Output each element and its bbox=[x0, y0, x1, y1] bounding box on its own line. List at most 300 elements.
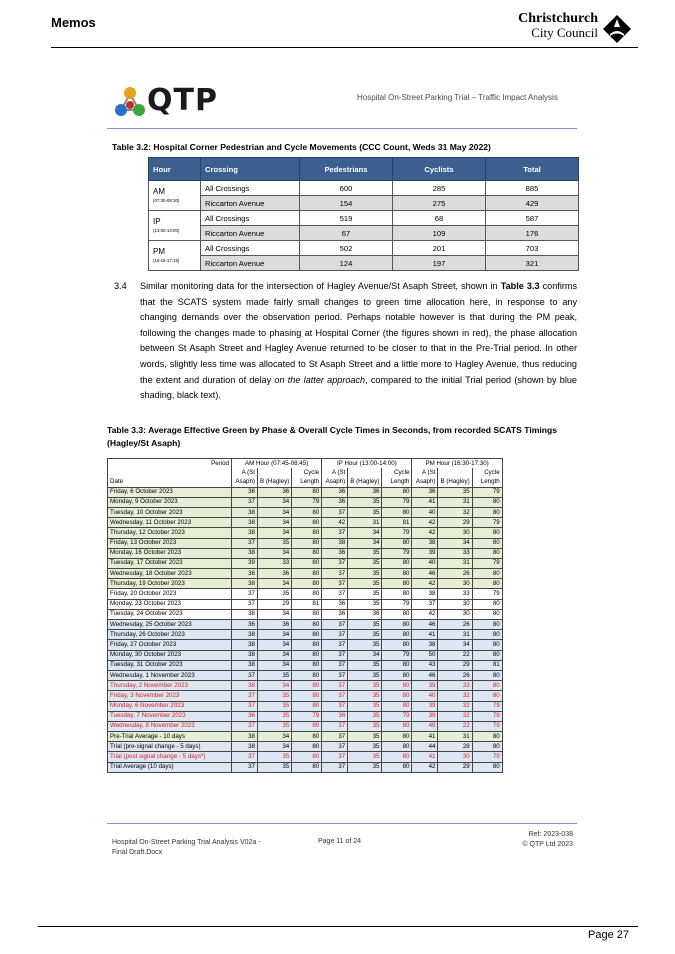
table-row bbox=[108, 569, 503, 579]
cycle-length-cell: 80 bbox=[292, 670, 322, 680]
cycle-length-cell: 80 bbox=[382, 742, 412, 752]
table-row bbox=[108, 579, 503, 589]
green-a-cell: 37 bbox=[322, 640, 348, 650]
pedestrians-cell: 600 bbox=[300, 181, 393, 196]
green-b-cell: 35 bbox=[348, 660, 382, 670]
total-cell: 885 bbox=[486, 181, 579, 196]
table-header-row bbox=[108, 459, 503, 469]
green-b-cell: 34 bbox=[258, 507, 292, 517]
pedestrians-cell: 67 bbox=[300, 226, 393, 241]
col-header-b bbox=[348, 468, 382, 477]
green-a-cell: 36 bbox=[322, 487, 348, 497]
total-cell: 176 bbox=[486, 226, 579, 241]
green-a-cell: 41 bbox=[412, 497, 438, 507]
council-name-line1: Christchurch bbox=[518, 11, 598, 26]
green-b-cell: 35 bbox=[348, 721, 382, 731]
col-header-b: B (Hagley) bbox=[258, 477, 292, 487]
total-cell: 429 bbox=[486, 196, 579, 211]
col-header-cycle: Cycle bbox=[292, 468, 322, 477]
date-cell: Monday, 9 October 2023 bbox=[108, 497, 232, 507]
period-cell bbox=[149, 181, 201, 211]
cycle-length-cell: 79 bbox=[472, 487, 502, 497]
table-row bbox=[108, 609, 503, 619]
green-b-cell: 34 bbox=[258, 742, 292, 752]
green-a-cell: 41 bbox=[412, 732, 438, 742]
green-b-cell: 35 bbox=[348, 732, 382, 742]
green-a-cell: 39 bbox=[412, 681, 438, 691]
green-a-cell: 37 bbox=[232, 752, 258, 762]
green-a-cell: 37 bbox=[232, 497, 258, 507]
green-a-cell: 37 bbox=[322, 732, 348, 742]
green-b-cell: 33 bbox=[438, 548, 472, 558]
green-b-cell: 30 bbox=[438, 528, 472, 538]
green-b-cell: 29 bbox=[438, 660, 472, 670]
cycle-length-cell: 80 bbox=[292, 701, 322, 711]
date-cell: Monday, 6 November 2023 bbox=[108, 701, 232, 711]
cycle-length-cell: 80 bbox=[472, 650, 502, 660]
green-a-cell: 36 bbox=[412, 487, 438, 497]
date-cell: Friday, 20 October 2023 bbox=[108, 589, 232, 599]
pedestrians-cell: 502 bbox=[300, 241, 393, 256]
green-b-cell: 35 bbox=[348, 640, 382, 650]
date-cell: Pre-Trial Average - 10 days bbox=[108, 732, 232, 742]
green-b-cell: 31 bbox=[348, 518, 382, 528]
green-a-cell: 37 bbox=[322, 721, 348, 731]
table-row bbox=[108, 670, 503, 680]
table-row bbox=[108, 681, 503, 691]
date-cell: Wednesday, 1 November 2023 bbox=[108, 670, 232, 680]
green-b-cell: 35 bbox=[348, 558, 382, 568]
cycle-length-cell: 80 bbox=[292, 650, 322, 660]
cycle-length-cell: 80 bbox=[472, 507, 502, 517]
qtp-molecule-icon bbox=[113, 85, 147, 119]
qtp-logo bbox=[113, 85, 243, 121]
cycle-length-cell: 79 bbox=[472, 518, 502, 528]
cycle-length-cell: 80 bbox=[292, 752, 322, 762]
paragraph-text: , compared to the initial Trial period (shown by blue shading, black text). bbox=[140, 374, 577, 401]
cycle-length-cell: 80 bbox=[472, 497, 502, 507]
green-b-cell: 22 bbox=[438, 650, 472, 660]
footer-filename bbox=[112, 838, 292, 858]
col-header-a: A (St bbox=[412, 468, 438, 477]
green-b-cell: 34 bbox=[258, 528, 292, 538]
green-b-cell: 35 bbox=[258, 762, 292, 772]
green-a-cell: 42 bbox=[412, 762, 438, 772]
col-header-a: Asaph) bbox=[232, 477, 258, 487]
table-row bbox=[149, 196, 579, 211]
cycle-length-cell: 80 bbox=[472, 528, 502, 538]
green-b-cell: 30 bbox=[438, 579, 472, 589]
footer-ref-line1: Ref: 2023-038 bbox=[528, 831, 573, 838]
green-b-cell: 26 bbox=[438, 620, 472, 630]
cycle-length-cell: 80 bbox=[292, 721, 322, 731]
green-a-cell: 37 bbox=[322, 558, 348, 568]
cycle-length-cell: 80 bbox=[292, 589, 322, 599]
date-cell: Wednesday, 8 November 2023 bbox=[108, 721, 232, 731]
cycle-length-cell: 81 bbox=[472, 660, 502, 670]
crossing-cell: All Crossings bbox=[201, 181, 300, 196]
date-cell: Friday, 27 October 2023 bbox=[108, 640, 232, 650]
green-a-cell: 49 bbox=[412, 721, 438, 731]
col-header-b bbox=[438, 468, 472, 477]
date-cell: Monday, 16 October 2023 bbox=[108, 548, 232, 558]
cycle-length-cell: 80 bbox=[382, 630, 412, 640]
footer-ref-line2: © QTP Ltd 2023 bbox=[522, 841, 573, 848]
table-row bbox=[108, 630, 503, 640]
table-row bbox=[108, 497, 503, 507]
crossing-cell: Riccarton Avenue bbox=[201, 196, 300, 211]
col-header-cycle: Cycle bbox=[382, 468, 412, 477]
green-a-cell: 38 bbox=[232, 518, 258, 528]
cycle-length-cell: 80 bbox=[292, 660, 322, 670]
green-b-cell: 30 bbox=[438, 609, 472, 619]
green-a-cell: 38 bbox=[412, 589, 438, 599]
table-3-2 bbox=[148, 157, 579, 271]
table-reference: Table 3.3 bbox=[500, 281, 540, 291]
document-footer-rule bbox=[107, 823, 577, 824]
table-row bbox=[108, 548, 503, 558]
green-a-cell: 36 bbox=[322, 497, 348, 507]
green-a-cell: 38 bbox=[232, 579, 258, 589]
cycle-length-cell: 80 bbox=[382, 721, 412, 731]
green-b-cell: 35 bbox=[348, 691, 382, 701]
green-b-cell: 36 bbox=[348, 487, 382, 497]
green-a-cell: 37 bbox=[412, 599, 438, 609]
cycle-length-cell: 80 bbox=[382, 538, 412, 548]
date-cell: Monday, 23 October 2023 bbox=[108, 599, 232, 609]
cyclists-cell: 68 bbox=[393, 211, 486, 226]
date-cell: Trial Average (10 days) bbox=[108, 762, 232, 772]
green-a-cell: 36 bbox=[322, 711, 348, 721]
green-a-cell: 38 bbox=[412, 640, 438, 650]
cycle-length-cell: 80 bbox=[472, 691, 502, 701]
cycle-length-cell: 79 bbox=[292, 711, 322, 721]
date-cell: Thursday, 2 November 2023 bbox=[108, 681, 232, 691]
col-header-date: Date bbox=[108, 477, 232, 487]
cycle-length-cell: 79 bbox=[472, 589, 502, 599]
table-header-row bbox=[108, 468, 503, 477]
cycle-length-cell: 80 bbox=[292, 620, 322, 630]
date-cell: Tuesday, 7 November 2023 bbox=[108, 711, 232, 721]
col-header-b: B (Hagley) bbox=[348, 477, 382, 487]
col-header-b bbox=[258, 468, 292, 477]
green-b-cell: 29 bbox=[438, 518, 472, 528]
green-a-cell: 36 bbox=[232, 487, 258, 497]
table-row bbox=[108, 620, 503, 630]
green-b-cell: 33 bbox=[438, 589, 472, 599]
period-header-am: AM Hour (07:45-08:45) bbox=[232, 459, 322, 469]
green-a-cell: 38 bbox=[232, 732, 258, 742]
table-3-3 bbox=[107, 458, 503, 773]
green-b-cell: 28 bbox=[438, 742, 472, 752]
paragraph-text: Similar monitoring data for the intersection of Hagley Avenue/St Asaph Street, shown in bbox=[140, 281, 501, 291]
period-time: (13:00-14:00) bbox=[153, 227, 180, 233]
cycle-length-cell: 80 bbox=[292, 609, 322, 619]
cycle-length-cell: 80 bbox=[292, 507, 322, 517]
cycle-length-cell: 80 bbox=[382, 487, 412, 497]
green-b-cell: 34 bbox=[258, 650, 292, 660]
cyclists-cell: 197 bbox=[393, 256, 486, 271]
green-b-cell: 35 bbox=[348, 589, 382, 599]
cycle-length-cell: 79 bbox=[382, 711, 412, 721]
green-a-cell: 37 bbox=[322, 630, 348, 640]
page-header-label: Memos bbox=[51, 15, 96, 30]
green-b-cell: 31 bbox=[438, 558, 472, 568]
green-a-cell: 37 bbox=[322, 650, 348, 660]
green-b-cell: 34 bbox=[438, 538, 472, 548]
col-header-crossing: Crossing bbox=[201, 158, 300, 181]
date-cell: Friday, 6 October 2023 bbox=[108, 487, 232, 497]
crossing-cell: All Crossings bbox=[201, 211, 300, 226]
green-a-cell: 37 bbox=[322, 528, 348, 538]
green-a-cell: 38 bbox=[232, 650, 258, 660]
table-row bbox=[108, 752, 503, 762]
cycle-length-cell: 80 bbox=[472, 609, 502, 619]
green-a-cell: 37 bbox=[322, 579, 348, 589]
table-row bbox=[108, 762, 503, 772]
date-cell: Friday, 13 October 2023 bbox=[108, 538, 232, 548]
green-a-cell: 37 bbox=[232, 701, 258, 711]
period-cell bbox=[149, 241, 201, 271]
green-a-cell: 37 bbox=[322, 507, 348, 517]
col-header-a: Asaph) bbox=[412, 477, 438, 487]
cycle-length-cell: 80 bbox=[382, 579, 412, 589]
green-a-cell: 37 bbox=[322, 569, 348, 579]
cycle-length-cell: 80 bbox=[292, 640, 322, 650]
green-b-cell: 30 bbox=[438, 599, 472, 609]
date-cell: Thursday, 26 October 2023 bbox=[108, 630, 232, 640]
footer-page-count: Page 11 of 24 bbox=[318, 838, 362, 845]
green-b-cell: 34 bbox=[348, 538, 382, 548]
green-b-cell: 30 bbox=[438, 752, 472, 762]
qtp-logo-text: QTP bbox=[147, 83, 218, 118]
green-b-cell: 29 bbox=[258, 599, 292, 609]
green-a-cell: 36 bbox=[322, 548, 348, 558]
cycle-length-cell: 80 bbox=[382, 670, 412, 680]
period-label: PM bbox=[153, 246, 165, 256]
green-a-cell: 38 bbox=[232, 548, 258, 558]
table-row bbox=[108, 701, 503, 711]
cycle-length-cell: 80 bbox=[382, 589, 412, 599]
date-cell: Wednesday, 25 October 2023 bbox=[108, 620, 232, 630]
green-b-cell: 36 bbox=[258, 569, 292, 579]
footer-filename-line2: Final Draft.Docx bbox=[112, 849, 163, 856]
cyclists-cell: 275 bbox=[393, 196, 486, 211]
table-row bbox=[108, 487, 503, 497]
green-b-cell: 35 bbox=[348, 579, 382, 589]
cycle-length-cell: 80 bbox=[382, 507, 412, 517]
col-header-cyclists: Cyclists bbox=[393, 158, 486, 181]
table-row bbox=[108, 640, 503, 650]
green-b-cell: 34 bbox=[438, 640, 472, 650]
page-number: Page 27 bbox=[588, 929, 629, 941]
cycle-length-cell: 80 bbox=[472, 762, 502, 772]
green-b-cell: 34 bbox=[258, 579, 292, 589]
green-b-cell: 32 bbox=[438, 691, 472, 701]
green-b-cell: 36 bbox=[258, 487, 292, 497]
cycle-length-cell: 79 bbox=[472, 558, 502, 568]
date-cell: Wednesday, 18 October 2023 bbox=[108, 569, 232, 579]
crossing-cell: Riccarton Avenue bbox=[201, 256, 300, 271]
green-b-cell: 22 bbox=[438, 721, 472, 731]
green-a-cell: 37 bbox=[322, 589, 348, 599]
cycle-length-cell: 79 bbox=[472, 721, 502, 731]
green-a-cell: 37 bbox=[232, 670, 258, 680]
cycle-length-cell: 80 bbox=[292, 548, 322, 558]
cycle-length-cell: 80 bbox=[472, 620, 502, 630]
table-row bbox=[149, 226, 579, 241]
cycle-length-cell: 79 bbox=[292, 497, 322, 507]
green-b-cell: 35 bbox=[348, 681, 382, 691]
green-a-cell: 40 bbox=[412, 558, 438, 568]
period-header-label: Period bbox=[108, 459, 232, 469]
green-b-cell: 32 bbox=[438, 701, 472, 711]
date-cell: Thursday, 19 October 2023 bbox=[108, 579, 232, 589]
green-a-cell: 37 bbox=[322, 620, 348, 630]
cycle-length-cell: 80 bbox=[472, 579, 502, 589]
green-b-cell: 29 bbox=[438, 762, 472, 772]
paragraph-emphasis: on the latter approach bbox=[274, 374, 366, 385]
total-cell: 321 bbox=[486, 256, 579, 271]
green-b-cell: 35 bbox=[348, 497, 382, 507]
green-a-cell: 37 bbox=[232, 691, 258, 701]
cycle-length-cell: 80 bbox=[382, 558, 412, 568]
green-b-cell: 34 bbox=[258, 732, 292, 742]
cycle-length-cell: 79 bbox=[382, 528, 412, 538]
cycle-length-cell: 80 bbox=[472, 742, 502, 752]
green-a-cell: 38 bbox=[232, 660, 258, 670]
green-b-cell: 32 bbox=[438, 711, 472, 721]
col-header-cycle: Length bbox=[382, 477, 412, 487]
cycle-length-cell: 80 bbox=[382, 569, 412, 579]
period-time: (16:15-17:15) bbox=[153, 257, 180, 263]
period-label: AM bbox=[153, 186, 165, 196]
green-a-cell: 38 bbox=[232, 742, 258, 752]
cycle-length-cell: 80 bbox=[292, 558, 322, 568]
table-header-row bbox=[108, 477, 503, 487]
cyclists-cell: 109 bbox=[393, 226, 486, 241]
council-emblem-icon bbox=[602, 14, 632, 44]
date-cell: Trial (post signal change - 5 days*) bbox=[108, 752, 232, 762]
green-b-cell: 35 bbox=[258, 711, 292, 721]
green-b-cell: 34 bbox=[258, 640, 292, 650]
green-a-cell: 40 bbox=[412, 507, 438, 517]
green-b-cell: 36 bbox=[258, 620, 292, 630]
cycle-length-cell: 80 bbox=[382, 691, 412, 701]
green-a-cell: 39 bbox=[412, 548, 438, 558]
green-b-cell: 31 bbox=[438, 497, 472, 507]
green-a-cell: 39 bbox=[412, 701, 438, 711]
green-a-cell: 36 bbox=[232, 569, 258, 579]
green-a-cell: 42 bbox=[412, 609, 438, 619]
green-b-cell: 35 bbox=[348, 752, 382, 762]
green-a-cell: 37 bbox=[322, 762, 348, 772]
green-a-cell: 38 bbox=[232, 681, 258, 691]
cycle-length-cell: 80 bbox=[292, 762, 322, 772]
paragraph-3-4 bbox=[140, 279, 577, 404]
document-header-rule bbox=[107, 128, 577, 129]
cycle-length-cell: 80 bbox=[382, 701, 412, 711]
table-row bbox=[108, 691, 503, 701]
green-a-cell: 46 bbox=[412, 620, 438, 630]
col-header-cycle: Cycle bbox=[472, 468, 502, 477]
green-a-cell: 42 bbox=[322, 518, 348, 528]
green-b-cell: 35 bbox=[348, 507, 382, 517]
green-a-cell: 46 bbox=[412, 569, 438, 579]
table-row bbox=[108, 599, 503, 609]
table-row bbox=[108, 507, 503, 517]
table-row bbox=[108, 538, 503, 548]
green-b-cell: 35 bbox=[348, 548, 382, 558]
cycle-length-cell: 80 bbox=[382, 609, 412, 619]
period-label: IP bbox=[153, 216, 161, 226]
cycle-length-cell: 79 bbox=[472, 711, 502, 721]
col-header-cycle: Length bbox=[472, 477, 502, 487]
cycle-length-cell: 80 bbox=[472, 640, 502, 650]
table-3-3-body bbox=[108, 487, 503, 772]
document-title: Hospital On-Street Parking Trial – Traffic Impact Analysis bbox=[357, 93, 558, 102]
green-b-cell: 34 bbox=[258, 681, 292, 691]
cycle-length-cell: 80 bbox=[292, 742, 322, 752]
col-header-a: A (St bbox=[322, 468, 348, 477]
green-a-cell: 42 bbox=[412, 518, 438, 528]
header-divider bbox=[51, 47, 638, 48]
cycle-length-cell: 80 bbox=[292, 579, 322, 589]
period-time: (07:30-08:30) bbox=[153, 197, 180, 203]
green-a-cell: 37 bbox=[232, 589, 258, 599]
col-header-a: Asaph) bbox=[322, 477, 348, 487]
green-b-cell: 35 bbox=[348, 670, 382, 680]
pedestrians-cell: 519 bbox=[300, 211, 393, 226]
cycle-length-cell: 80 bbox=[382, 640, 412, 650]
green-b-cell: 35 bbox=[258, 691, 292, 701]
period-header-ip: IP Hour (13:00-14:00) bbox=[322, 459, 412, 469]
pedestrians-cell: 124 bbox=[300, 256, 393, 271]
green-a-cell: 37 bbox=[322, 752, 348, 762]
green-a-cell: 36 bbox=[322, 609, 348, 619]
green-a-cell: 43 bbox=[412, 660, 438, 670]
green-b-cell: 34 bbox=[258, 497, 292, 507]
green-b-cell: 35 bbox=[258, 752, 292, 762]
green-a-cell: 37 bbox=[322, 681, 348, 691]
crossing-cell: All Crossings bbox=[201, 241, 300, 256]
table-row bbox=[108, 518, 503, 528]
green-a-cell: 42 bbox=[412, 528, 438, 538]
green-b-cell: 35 bbox=[348, 569, 382, 579]
green-b-cell: 35 bbox=[348, 620, 382, 630]
green-a-cell: 38 bbox=[322, 538, 348, 548]
green-b-cell: 34 bbox=[258, 609, 292, 619]
green-b-cell: 35 bbox=[348, 762, 382, 772]
green-b-cell: 35 bbox=[258, 701, 292, 711]
cycle-length-cell: 80 bbox=[472, 670, 502, 680]
cycle-length-cell: 79 bbox=[382, 650, 412, 660]
cycle-length-cell: 79 bbox=[472, 701, 502, 711]
cycle-length-cell: 81 bbox=[382, 518, 412, 528]
cycle-length-cell: 80 bbox=[292, 691, 322, 701]
table-row bbox=[108, 721, 503, 731]
green-a-cell: 38 bbox=[232, 640, 258, 650]
green-b-cell: 33 bbox=[258, 558, 292, 568]
green-b-cell: 35 bbox=[438, 487, 472, 497]
green-b-cell: 36 bbox=[348, 609, 382, 619]
paragraph-number: 3.4 bbox=[114, 281, 127, 291]
green-b-cell: 34 bbox=[348, 528, 382, 538]
table-row bbox=[108, 742, 503, 752]
cycle-length-cell: 80 bbox=[292, 528, 322, 538]
green-a-cell: 36 bbox=[232, 620, 258, 630]
green-a-cell: 37 bbox=[322, 742, 348, 752]
